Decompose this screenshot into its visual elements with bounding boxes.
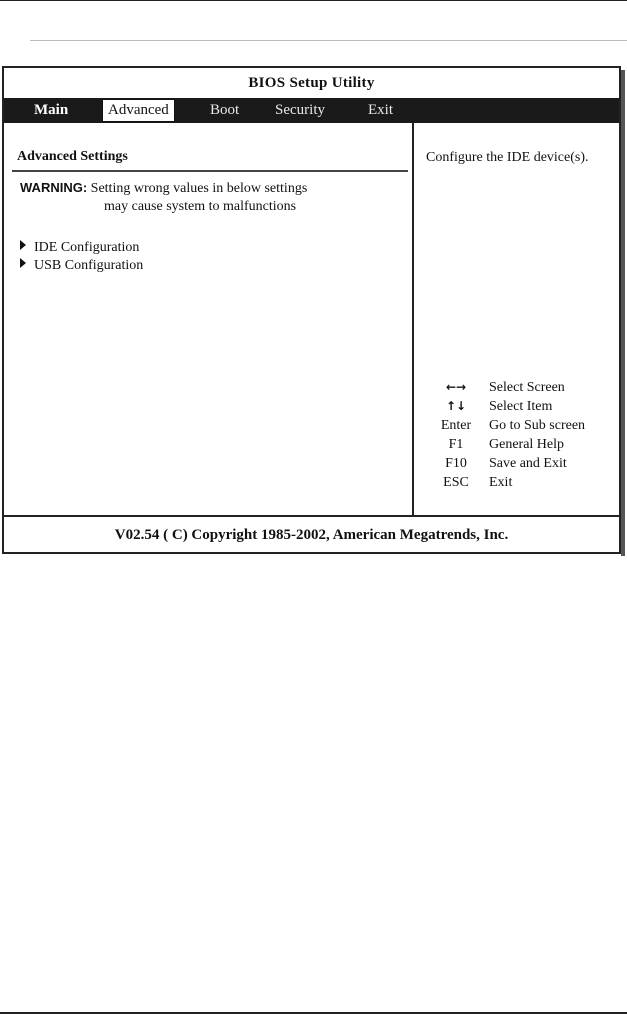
submenu-ide-configuration[interactable] xyxy=(20,240,139,256)
section-title: Advanced Settings xyxy=(17,149,128,164)
key-name: ESC xyxy=(443,475,469,490)
bios-window xyxy=(2,66,621,554)
section-divider xyxy=(12,170,408,172)
help-text: Configure the IDE device(s). xyxy=(426,150,589,165)
key-description: Exit xyxy=(489,475,513,490)
triangle-right-icon xyxy=(20,240,26,250)
settings-pane xyxy=(4,123,413,515)
key-name: F10 xyxy=(445,456,467,471)
tab-main[interactable]: Main xyxy=(34,102,69,118)
tab-boot[interactable]: Boot xyxy=(210,102,240,118)
key-name: F1 xyxy=(448,437,464,452)
submenu-usb-configuration[interactable] xyxy=(20,258,143,274)
warning-text-line2: may cause system to malfunctions xyxy=(104,199,297,214)
submenu-label: USB Configuration xyxy=(34,258,144,273)
page-top-rule xyxy=(0,0,627,1)
copyright-footer: V02.54 ( C) Copyright 1985-2002, American Megatrends, Inc. xyxy=(114,527,509,543)
tab-security[interactable]: Security xyxy=(275,102,325,118)
left-right-arrows-icon: ←→ xyxy=(445,380,467,394)
tab-advanced[interactable]: Advanced xyxy=(102,99,175,122)
key-description: Select Item xyxy=(489,399,553,414)
tab-exit[interactable]: Exit xyxy=(368,102,393,118)
key-description: General Help xyxy=(489,437,565,452)
triangle-right-icon xyxy=(20,258,26,268)
key-description: Save and Exit xyxy=(489,456,567,471)
page-header-rule xyxy=(30,40,627,41)
key-name: Enter xyxy=(440,418,472,433)
menu-bar xyxy=(4,98,619,123)
window-shadow xyxy=(621,70,625,556)
warning-text-line1: Setting wrong values in below settings xyxy=(90,181,308,196)
warning-label: WARNING: xyxy=(20,180,88,195)
warning-message xyxy=(20,179,307,216)
key-description: Select Screen xyxy=(489,380,565,395)
submenu-label: IDE Configuration xyxy=(34,240,140,255)
window-title: BIOS Setup Utility xyxy=(248,75,375,91)
up-down-arrows-icon: ↑↓ xyxy=(445,399,467,413)
key-description: Go to Sub screen xyxy=(489,418,586,433)
pane-divider xyxy=(412,123,414,515)
help-pane xyxy=(415,123,619,515)
